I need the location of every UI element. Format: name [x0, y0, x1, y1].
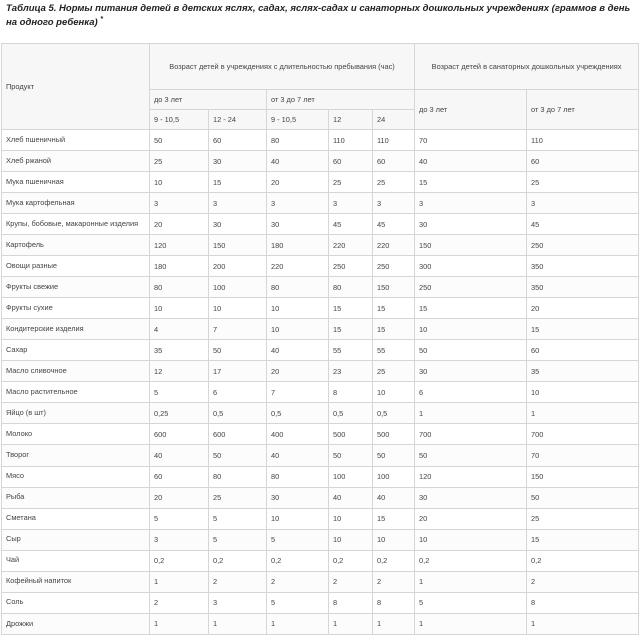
table-row	[2, 592, 639, 613]
product-name-cell: Сыр	[2, 529, 150, 550]
header-hours: 24	[373, 110, 415, 130]
table-row	[2, 550, 639, 571]
norm-value-cell: 10	[267, 319, 329, 340]
norm-value-cell: 5	[209, 508, 267, 529]
norm-value-cell: 180	[150, 256, 209, 277]
norm-value-cell: 100	[373, 466, 415, 487]
norm-value-cell: 5	[415, 592, 527, 613]
norm-value-cell: 20	[150, 214, 209, 235]
product-name-cell: Крупы, бобовые, макаронные изделия	[2, 214, 150, 235]
header-hours: 12	[329, 110, 373, 130]
norm-value-cell: 10	[267, 508, 329, 529]
norm-value-cell: 10	[373, 382, 415, 403]
norm-value-cell: 10	[209, 298, 267, 319]
norm-value-cell: 220	[267, 256, 329, 277]
norm-value-cell: 20	[415, 508, 527, 529]
norm-value-cell: 15	[329, 319, 373, 340]
product-name-cell: Сахар	[2, 340, 150, 361]
norm-value-cell: 110	[527, 130, 639, 151]
table-row	[2, 298, 639, 319]
norm-value-cell: 80	[267, 466, 329, 487]
norm-value-cell: 2	[329, 571, 373, 592]
norm-value-cell: 50	[329, 445, 373, 466]
norm-value-cell: 500	[329, 424, 373, 445]
table-row	[2, 256, 639, 277]
norm-value-cell: 250	[415, 277, 527, 298]
product-name-cell: Кондитерские изделия	[2, 319, 150, 340]
norm-value-cell: 1	[415, 571, 527, 592]
norm-value-cell: 10	[150, 172, 209, 193]
norm-value-cell: 23	[329, 361, 373, 382]
table-row	[2, 424, 639, 445]
norm-value-cell: 700	[527, 424, 639, 445]
norm-value-cell: 0,2	[527, 550, 639, 571]
norm-value-cell: 2	[150, 592, 209, 613]
norm-value-cell: 350	[527, 256, 639, 277]
product-name-cell: Масло растительное	[2, 382, 150, 403]
norm-value-cell: 30	[209, 214, 267, 235]
norm-value-cell: 50	[150, 130, 209, 151]
norm-value-cell: 25	[150, 151, 209, 172]
norm-value-cell: 0,25	[150, 403, 209, 424]
norm-value-cell: 60	[329, 151, 373, 172]
table-row	[2, 529, 639, 550]
table-body	[2, 130, 639, 635]
norm-value-cell: 0,2	[373, 550, 415, 571]
norm-value-cell: 40	[415, 151, 527, 172]
table-row	[2, 466, 639, 487]
norm-value-cell: 60	[373, 151, 415, 172]
table-header	[2, 44, 639, 130]
norm-value-cell: 40	[267, 445, 329, 466]
norm-value-cell: 3	[150, 529, 209, 550]
norm-value-cell: 700	[415, 424, 527, 445]
norm-value-cell: 5	[150, 382, 209, 403]
norm-value-cell: 8	[329, 382, 373, 403]
norm-value-cell: 3	[373, 193, 415, 214]
norm-value-cell: 0,5	[209, 403, 267, 424]
norm-value-cell: 60	[527, 340, 639, 361]
product-name-cell: Картофель	[2, 235, 150, 256]
norm-value-cell: 20	[527, 298, 639, 319]
product-name-cell: Хлеб пшеничный	[2, 130, 150, 151]
norm-value-cell: 0,2	[267, 550, 329, 571]
table-row	[2, 235, 639, 256]
norm-value-cell: 2	[373, 571, 415, 592]
table-row	[2, 172, 639, 193]
norm-value-cell: 15	[415, 172, 527, 193]
header-under-3: до 3 лет	[150, 90, 267, 110]
norm-value-cell: 80	[209, 466, 267, 487]
product-name-cell: Хлеб ржаной	[2, 151, 150, 172]
norm-value-cell: 55	[373, 340, 415, 361]
norm-value-cell: 30	[267, 214, 329, 235]
table-row	[2, 382, 639, 403]
norm-value-cell: 1	[150, 571, 209, 592]
norm-value-cell: 15	[373, 508, 415, 529]
norm-value-cell: 350	[527, 277, 639, 298]
norm-value-cell: 45	[329, 214, 373, 235]
norm-value-cell: 100	[329, 466, 373, 487]
norm-value-cell: 150	[415, 235, 527, 256]
table-row	[2, 151, 639, 172]
norm-value-cell: 60	[209, 130, 267, 151]
norm-value-cell: 3	[329, 193, 373, 214]
norm-value-cell: 110	[373, 130, 415, 151]
norm-value-cell: 70	[527, 445, 639, 466]
product-name-cell: Творог	[2, 445, 150, 466]
norm-value-cell: 250	[373, 256, 415, 277]
norm-value-cell: 1	[267, 613, 329, 634]
product-name-cell: Сметана	[2, 508, 150, 529]
norm-value-cell: 150	[209, 235, 267, 256]
table-row	[2, 340, 639, 361]
norm-value-cell: 45	[527, 214, 639, 235]
norm-value-cell: 80	[150, 277, 209, 298]
norm-value-cell: 8	[329, 592, 373, 613]
norm-value-cell: 0,5	[329, 403, 373, 424]
norm-value-cell: 2	[527, 571, 639, 592]
norm-value-cell: 10	[415, 319, 527, 340]
norm-value-cell: 50	[415, 445, 527, 466]
norm-value-cell: 3	[150, 193, 209, 214]
product-name-cell: Чай	[2, 550, 150, 571]
norm-value-cell: 15	[373, 319, 415, 340]
norm-value-cell: 3	[209, 592, 267, 613]
product-name-cell: Мясо	[2, 466, 150, 487]
norm-value-cell: 180	[267, 235, 329, 256]
norm-value-cell: 35	[150, 340, 209, 361]
caption-text: Таблица 5. Нормы питания детей в детских яслях, садах, яслях-садах и санаторных дошкольных учреждениях (граммов в день на одного ребенка)	[6, 3, 631, 29]
product-name-cell: Фрукты сухие	[2, 298, 150, 319]
norm-value-cell: 220	[373, 235, 415, 256]
norm-value-cell: 2	[209, 571, 267, 592]
norm-value-cell: 60	[150, 466, 209, 487]
norm-value-cell: 110	[329, 130, 373, 151]
header-3-to-7: от 3 до 7 лет	[267, 90, 415, 110]
norm-value-cell: 25	[373, 361, 415, 382]
norm-value-cell: 20	[150, 487, 209, 508]
norm-value-cell: 40	[267, 340, 329, 361]
norm-value-cell: 10	[329, 508, 373, 529]
norm-value-cell: 0,2	[209, 550, 267, 571]
norm-value-cell: 30	[415, 361, 527, 382]
norm-value-cell: 5	[267, 592, 329, 613]
table-row	[2, 508, 639, 529]
norm-value-cell: 15	[329, 298, 373, 319]
norm-value-cell: 3	[415, 193, 527, 214]
norm-value-cell: 20	[267, 172, 329, 193]
norm-value-cell: 40	[150, 445, 209, 466]
norm-value-cell: 50	[373, 445, 415, 466]
product-name-cell: Яйцо (в шт)	[2, 403, 150, 424]
product-name-cell: Овощи разные	[2, 256, 150, 277]
norm-value-cell: 25	[373, 172, 415, 193]
norm-value-cell: 10	[527, 382, 639, 403]
norm-value-cell: 250	[527, 235, 639, 256]
product-name-cell: Мука пшеничная	[2, 172, 150, 193]
norm-value-cell: 1	[415, 613, 527, 634]
norm-value-cell: 50	[209, 445, 267, 466]
norm-value-cell: 2	[267, 571, 329, 592]
norm-value-cell: 60	[527, 151, 639, 172]
norm-value-cell: 1	[150, 613, 209, 634]
norm-value-cell: 10	[415, 529, 527, 550]
table-row	[2, 319, 639, 340]
norm-value-cell: 40	[329, 487, 373, 508]
norm-value-cell: 1	[527, 403, 639, 424]
norm-value-cell: 100	[209, 277, 267, 298]
table-caption	[6, 3, 636, 28]
norm-value-cell: 15	[527, 529, 639, 550]
norm-value-cell: 120	[415, 466, 527, 487]
norm-value-cell: 1	[329, 613, 373, 634]
header-group-regular: Возраст детей в учреждениях с длительностью пребывания (час)	[150, 44, 415, 90]
header-product: Продукт	[2, 44, 150, 130]
norm-value-cell: 17	[209, 361, 267, 382]
product-name-cell: Фрукты свежие	[2, 277, 150, 298]
table-row	[2, 361, 639, 382]
table-row	[2, 571, 639, 592]
norm-value-cell: 50	[415, 340, 527, 361]
norm-value-cell: 6	[415, 382, 527, 403]
norm-value-cell: 150	[373, 277, 415, 298]
table-row	[2, 130, 639, 151]
product-name-cell: Соль	[2, 592, 150, 613]
norm-value-cell: 500	[373, 424, 415, 445]
norm-value-cell: 50	[209, 340, 267, 361]
norm-value-cell: 25	[209, 487, 267, 508]
norm-value-cell: 150	[527, 466, 639, 487]
caption-footnote-mark: *	[100, 16, 104, 23]
norm-value-cell: 20	[267, 361, 329, 382]
norm-value-cell: 25	[527, 508, 639, 529]
norm-value-cell: 25	[527, 172, 639, 193]
norm-value-cell: 50	[527, 487, 639, 508]
product-name-cell: Масло сливочное	[2, 361, 150, 382]
norm-value-cell: 8	[373, 592, 415, 613]
header-hours: 9 - 10,5	[267, 110, 329, 130]
header-hours: 12 - 24	[209, 110, 267, 130]
norm-value-cell: 6	[209, 382, 267, 403]
norm-value-cell: 30	[415, 487, 527, 508]
norm-value-cell: 1	[527, 613, 639, 634]
nutrition-norms-table	[1, 43, 639, 635]
header-hours: 9 - 10,5	[150, 110, 209, 130]
header-sanatorium-3-to-7: от 3 до 7 лет	[527, 90, 639, 130]
norm-value-cell: 35	[527, 361, 639, 382]
norm-value-cell: 3	[267, 193, 329, 214]
header-sanatorium-under-3: до 3 лет	[415, 90, 527, 130]
norm-value-cell: 5	[209, 529, 267, 550]
norm-value-cell: 3	[209, 193, 267, 214]
norm-value-cell: 0,2	[415, 550, 527, 571]
norm-value-cell: 3	[527, 193, 639, 214]
norm-value-cell: 0,5	[267, 403, 329, 424]
table-row	[2, 277, 639, 298]
norm-value-cell: 25	[329, 172, 373, 193]
norm-value-cell: 0,2	[329, 550, 373, 571]
norm-value-cell: 1	[209, 613, 267, 634]
norm-value-cell: 5	[150, 508, 209, 529]
norm-value-cell: 400	[267, 424, 329, 445]
table-row	[2, 613, 639, 634]
norm-value-cell: 40	[373, 487, 415, 508]
header-group-sanatorium: Возраст детей в санаторных дошкольных учреждениях	[415, 44, 639, 90]
norm-value-cell: 45	[373, 214, 415, 235]
product-name-cell: Мука картофельная	[2, 193, 150, 214]
norm-value-cell: 120	[150, 235, 209, 256]
norm-value-cell: 600	[209, 424, 267, 445]
norm-value-cell: 40	[267, 151, 329, 172]
norm-value-cell: 15	[527, 319, 639, 340]
norm-value-cell: 70	[415, 130, 527, 151]
norm-value-cell: 12	[150, 361, 209, 382]
norm-value-cell: 55	[329, 340, 373, 361]
norm-value-cell: 7	[209, 319, 267, 340]
norm-value-cell: 600	[150, 424, 209, 445]
table-row	[2, 403, 639, 424]
norm-value-cell: 80	[329, 277, 373, 298]
norm-value-cell: 10	[373, 529, 415, 550]
norm-value-cell: 7	[267, 382, 329, 403]
product-name-cell: Дрожжи	[2, 613, 150, 634]
table-row	[2, 487, 639, 508]
norm-value-cell: 300	[415, 256, 527, 277]
norm-value-cell: 250	[329, 256, 373, 277]
norm-value-cell: 30	[415, 214, 527, 235]
norm-value-cell: 1	[415, 403, 527, 424]
norm-value-cell: 15	[415, 298, 527, 319]
norm-value-cell: 80	[267, 277, 329, 298]
table-row	[2, 445, 639, 466]
norm-value-cell: 200	[209, 256, 267, 277]
norm-value-cell: 1	[373, 613, 415, 634]
product-name-cell: Молоко	[2, 424, 150, 445]
norm-value-cell: 10	[329, 529, 373, 550]
norm-value-cell: 220	[329, 235, 373, 256]
table-row	[2, 214, 639, 235]
norm-value-cell: 80	[267, 130, 329, 151]
norm-value-cell: 30	[267, 487, 329, 508]
norm-value-cell: 0,5	[373, 403, 415, 424]
norm-value-cell: 15	[209, 172, 267, 193]
norm-value-cell: 15	[373, 298, 415, 319]
norm-value-cell: 10	[267, 298, 329, 319]
product-name-cell: Кофейный напиток	[2, 571, 150, 592]
norm-value-cell: 4	[150, 319, 209, 340]
norm-value-cell: 0,2	[150, 550, 209, 571]
norm-value-cell: 8	[527, 592, 639, 613]
table-row	[2, 193, 639, 214]
norm-value-cell: 10	[150, 298, 209, 319]
product-name-cell: Рыба	[2, 487, 150, 508]
norm-value-cell: 30	[209, 151, 267, 172]
norm-value-cell: 5	[267, 529, 329, 550]
